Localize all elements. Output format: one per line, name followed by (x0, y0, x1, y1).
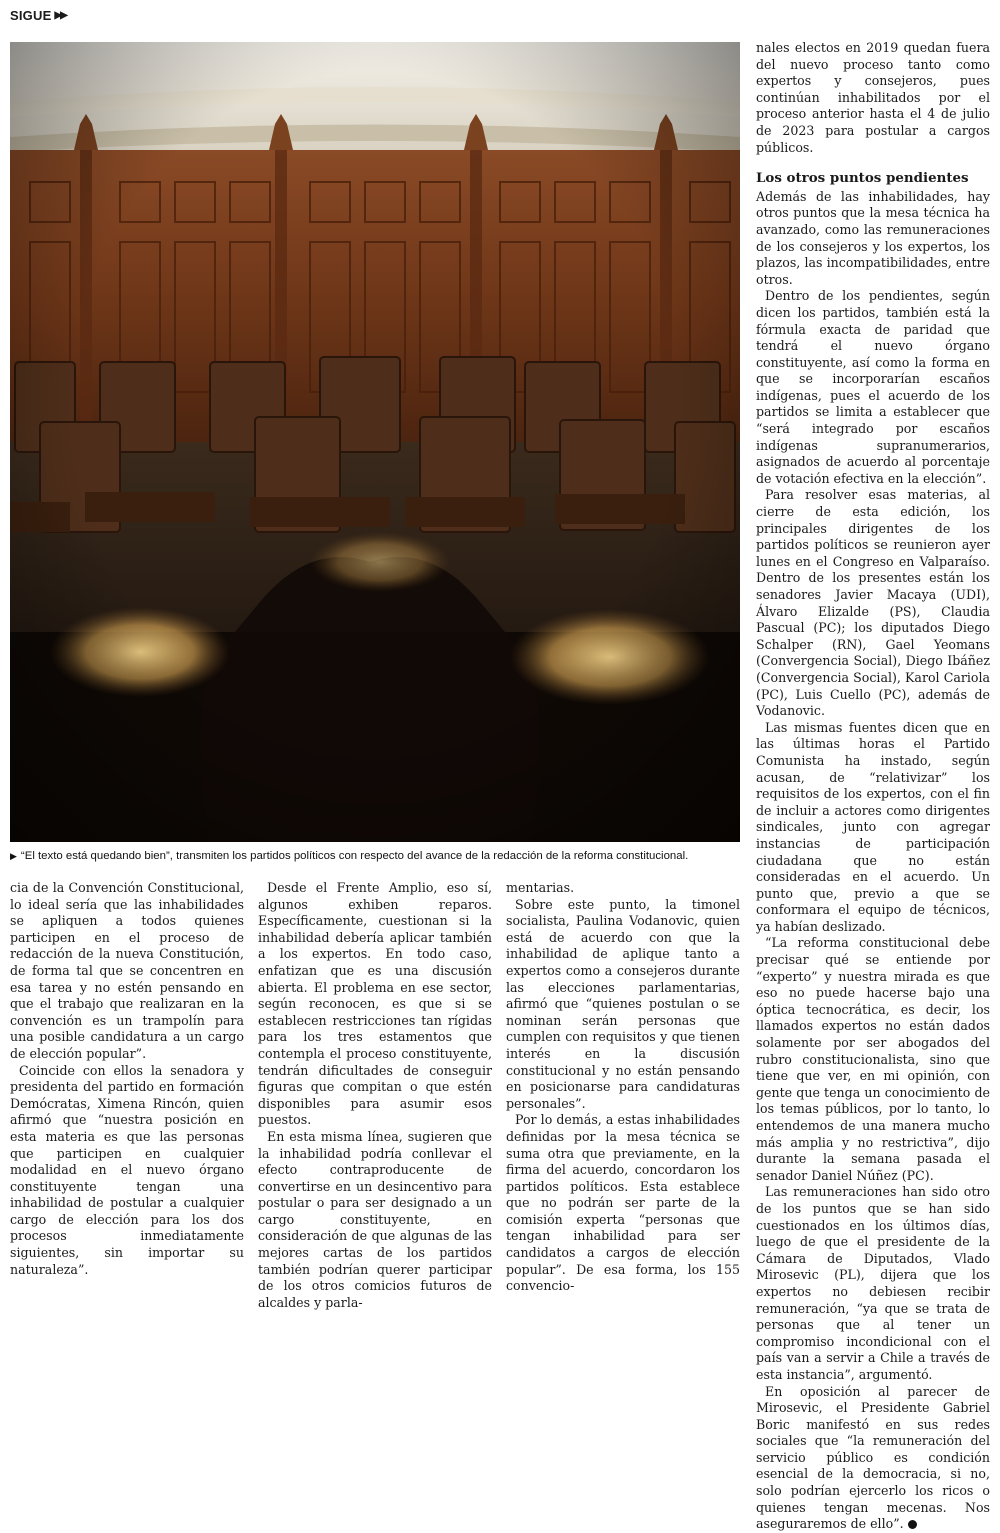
article-column-2 (258, 880, 492, 1311)
double-arrow-icon: ▶▶ (54, 10, 66, 21)
paragraph: Por lo demás, a estas inhabilidades definidas por la mesa técnica se suma otra que previamente, en la firma del acuerdo, concordaron los partidos políticos. Esta establece que no podrán ser parte de la comisión experta “personas que tengan inhabilidad para ser candidatos a cargos de elección popular”. De esa forma, los 155 convencio- (506, 1112, 740, 1294)
paragraph: cia de la Convención Constitucional, lo ideal sería que las inhabilidades se apliquen a todos quienes participen en el proceso de redacción de la nueva Constitución, de forma tal que se concentren en esa tarea y no estén pensando en que el trabajo que realizaran en la convención es un trampolín para una posible candidatura a un cargo de elección popular”. (10, 880, 244, 1061)
paragraph: Coincide con ellos la senadora y presidenta del partido en formación Demócratas, Ximena Rincón, quien afirmó que “nuestra posición en esta materia es que las personas que participen en cualquier modalidad en el nuevo órgano constituyente tengan una inhabilidad de postular a cualquier cargo de elección para los dos procesos inmediatamente siguientes, sin importar su naturaleza”. (10, 1062, 244, 1277)
article-photo (10, 42, 740, 842)
final-paragraph-text: En oposición al parecer de Mirosevic, el Presidente Gabriel Boric manifestó en sus redes sociales que “la remuneración del servicio público es condición esencial de la democracia, si no, solo podrían ejercerlo los ricos o quienes tengan mecenas. Nos aseguraremos de ello”. (756, 1383, 990, 1532)
paragraph: Dentro de los pendientes, según dicen los partidos, también está la fórmula exacta de paridad que tendrá el nuevo órgano constituyente, así como la forma en que se incorporarían escaños indígenas, pues el acuerdo de los partidos se limita a establecer que “será integrado por escaños indígenas supranumerarios, asignados de acuerdo al porcentaje de votación efectiva en la elección”. (756, 288, 990, 486)
paragraph: Desde el Frente Amplio, eso sí, algunos exhiben reparos. Específicamente, cuestionan si la inhabilidad debería aplicar también a los expertos. En todo caso, enfatizan que es una discusión abierta. El problema en ese sector, según reconocen, es que si se establecen restricciones tan rígidas para los tres estamentos que contempla el proceso constituyente, tendrán dificultades de conseguir figuras que compitan o que estén disponibles para asumir esos puestos. (258, 880, 492, 1128)
article-column-4 (756, 40, 990, 1533)
paragraph: En esta misma línea, sugieren que la inhabilidad podría conllevar el efecto contraproducente de convertirse en un desincentivo para postular o para ser designado a un cargo constituyente, en consideración de que algunas de las mejores cartas de los partidos también podrían querer participar de los otros comicios futuros de alcaldes y parla- (258, 1128, 492, 1310)
article-column-3 (506, 880, 740, 1295)
section-heading: Los otros puntos pendientes (756, 170, 969, 187)
paragraph: nales electos en 2019 quedan fuera del nuevo proceso tanto como expertos y consejeros, pues continúan inhabilitados por el proceso anterior hasta el 4 de julio de 2023 para postular a cargos públicos. (756, 40, 990, 155)
paragraph: mentarias. (506, 880, 575, 895)
paragraph: Para resolver esas materias, al cierre de esta edición, los principales dirigentes de los partidos políticos se reunieron ayer lunes en el Congreso en Valparaíso. Dentro de los presentes están los senadores Javier Macaya (UDI), Álvaro Elizalde (PS), Claudia Pascual (PC); los diputados Diego Schalper (RN), Gael Yeomans (Convergencia Social), Diego Ibáñez (Convergencia Social), Karol Cariola (PC), Luis Cuello (PC), además de Vodanovic. (756, 487, 990, 719)
paragraph: Además de las inhabilidades, hay otros puntos que la mesa técnica ha avanzado, como las remuneraciones de los consejeros y los expertos, los plazos, las incompatibilidades, entre otros. (756, 188, 990, 287)
article-column-1 (10, 880, 244, 1278)
paragraph: Sobre este punto, la timonel socialista, Paulina Vodanovic, quien está de acuerdo con que la inhabilidad de aplique tanto a expertos como a consejeros durante las elecciones parlamentarias, afirmó que “quienes postulan o se nominan serán personas que cumplen con requisitos y que tienen interés en la discusión constitucional y no están pensando en posicionarse para candidaturas personales”. (506, 896, 740, 1111)
paragraph: “La reforma constitucional debe precisar qué se entiende por “experto” y nuestra mirada es que eso no puede hacerse bajo una óptica tecnocrática, es decir, los llamados expertos no están dados solamente por ser abogados del rubro constitucionalista, sino que tiene que ver, en mi opinión, con gente que tenga un conocimiento de los temas públicos, por lo tanto, lo entendemos de una manera mucho más amplia y no restrictiva”, dijo durante la semana pasada el senador Daniel Núñez (PC). (756, 935, 990, 1183)
caption-marker-icon: ▶ (10, 851, 17, 861)
photo-caption (10, 850, 740, 862)
paragraph: Las mismas fuentes dicen que en las últimas horas el Partido Comunista ha instado, según acusan, de “relativizar” los requisitos de los expertos, con el fin de incluir a actores como dirigentes sindicales, junto con agregar instancias de participación ciudadana que no están consideradas en el acuerdo. Un punto que, previo a que se conformara el equipo de técnicos, ya habían deslizado. (756, 719, 990, 934)
section-kicker (10, 8, 66, 23)
chamber-photo-icon (10, 42, 740, 842)
caption-text: “El texto está quedando bien”, transmiten los partidos políticos con respecto del avance de la redacción de la reforma constitucional. (20, 850, 689, 862)
kicker-label: SIGUE (10, 8, 52, 23)
paragraph: Las remuneraciones han sido otro de los puntos que se han sido cuestionados en los últimos días, luego de que el presidente de la Cámara de Diputados, Vlado Mirosevic (PL), dijera que los expertos no debiesen recibir remuneración, “ya que se trata de personas que al tener un compromiso incondicional con el país van a servir a Chile a través de esta instancia”, argumentó. (756, 1184, 990, 1382)
paragraph-final (756, 1384, 990, 1533)
end-of-article-icon (908, 1520, 917, 1529)
